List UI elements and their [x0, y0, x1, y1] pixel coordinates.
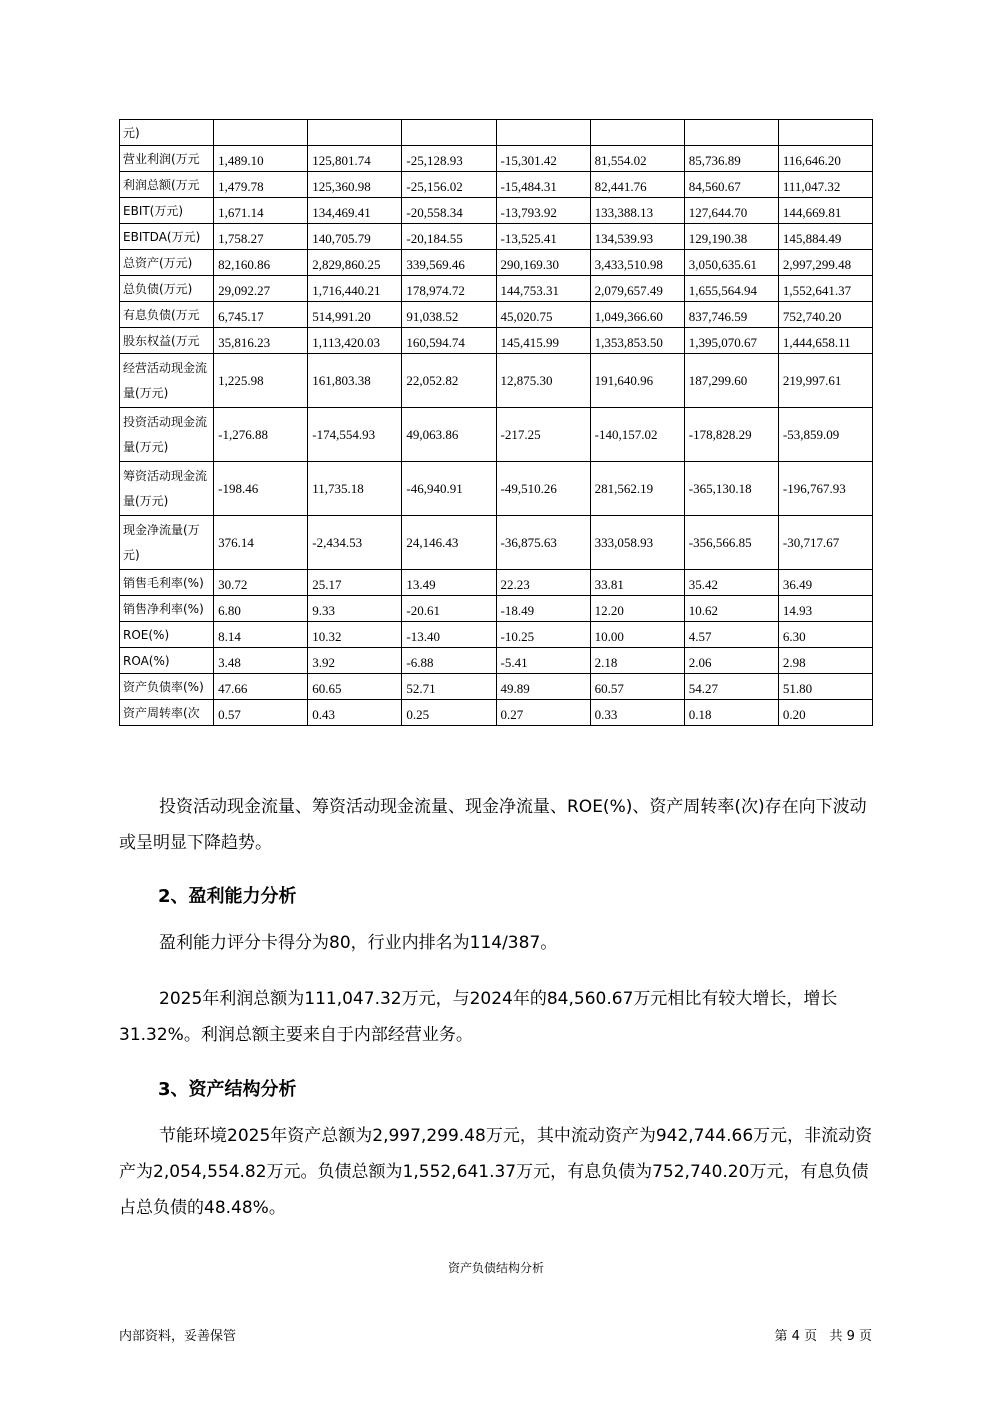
table-row	[120, 648, 873, 674]
table-cell: 3,050,635.61	[684, 250, 778, 276]
paragraph-asset: 节能环境2025年资产总额为2,997,299.48万元，其中流动资产为942,744.66万元，非流动资产为2,054,554.82万元。负债总额为1,552,641.37万元，有息负债为752,740.20万元，有息负债占总负债的48.48%。	[119, 1126, 873, 1218]
table-cell: 1,716,440.21	[308, 276, 402, 302]
table-cell: -20,558.34	[402, 198, 496, 224]
table-cell: 2,997,299.48	[778, 250, 872, 276]
table-cell: 9.33	[308, 596, 402, 622]
row-label: 经营活动现金流量(万元)	[120, 354, 214, 408]
table-cell: 339,569.46	[402, 250, 496, 276]
heading-asset-structure: 3、资产结构分析	[158, 1079, 297, 1100]
table-row	[120, 674, 873, 700]
table-cell: 49,063.86	[402, 408, 496, 462]
table-cell: 3.48	[214, 648, 308, 674]
table-cell: 82,160.86	[214, 250, 308, 276]
table-cell: 10.62	[684, 596, 778, 622]
table-cell: -13,793.92	[496, 198, 590, 224]
table-cell: 85,736.89	[684, 146, 778, 172]
table-cell: 25.17	[308, 570, 402, 596]
table-cell	[590, 120, 684, 146]
table-cell: 145,415.99	[496, 328, 590, 354]
table-cell: -25,128.93	[402, 146, 496, 172]
table-cell: 33.81	[590, 570, 684, 596]
table-cell: 91,038.52	[402, 302, 496, 328]
table-cell: 0.57	[214, 700, 308, 726]
financial-table	[119, 119, 873, 726]
table-cell: 45,020.75	[496, 302, 590, 328]
table-cell: -20.61	[402, 596, 496, 622]
table-cell: -15,484.31	[496, 172, 590, 198]
table-cell: -198.46	[214, 462, 308, 516]
table-cell: -13,525.41	[496, 224, 590, 250]
table-cell: 2.98	[778, 648, 872, 674]
table-cell: -30,717.67	[778, 516, 872, 570]
table-cell: 125,360.98	[308, 172, 402, 198]
table-cell: 144,753.31	[496, 276, 590, 302]
table-cell: -178,828.29	[684, 408, 778, 462]
table-cell: 35.42	[684, 570, 778, 596]
table-cell: 60.57	[590, 674, 684, 700]
table-row	[120, 120, 873, 146]
table-cell: 1,049,366.60	[590, 302, 684, 328]
table-row	[120, 700, 873, 726]
table-cell: 35,816.23	[214, 328, 308, 354]
row-label: EBITDA(万元)	[120, 224, 214, 250]
table-cell: -15,301.42	[496, 146, 590, 172]
table-cell: 145,884.49	[778, 224, 872, 250]
table-cell: -36,875.63	[496, 516, 590, 570]
table-cell	[402, 120, 496, 146]
table-cell: -1,276.88	[214, 408, 308, 462]
table-cell: 1,395,070.67	[684, 328, 778, 354]
table-cell: 0.33	[590, 700, 684, 726]
table-cell: 752,740.20	[778, 302, 872, 328]
row-label: 总负债(万元)	[120, 276, 214, 302]
table-cell: 8.14	[214, 622, 308, 648]
table-cell: -356,566.85	[684, 516, 778, 570]
table-cell: 333,058.93	[590, 516, 684, 570]
table-row	[120, 146, 873, 172]
table-cell: 290,169.30	[496, 250, 590, 276]
table-cell: -2,434.53	[308, 516, 402, 570]
table-cell	[778, 120, 872, 146]
table-cell: 13.49	[402, 570, 496, 596]
row-label: 营业利润(万元	[120, 146, 214, 172]
table-cell: 129,190.38	[684, 224, 778, 250]
table-cell: 1,225.98	[214, 354, 308, 408]
table-cell: -20,184.55	[402, 224, 496, 250]
table-cell: 1,353,853.50	[590, 328, 684, 354]
table-cell: -5.41	[496, 648, 590, 674]
row-label: 销售毛利率(%)	[120, 570, 214, 596]
table-cell: -140,157.02	[590, 408, 684, 462]
table-cell: 54.27	[684, 674, 778, 700]
table-cell: 11,735.18	[308, 462, 402, 516]
table-cell: 0.18	[684, 700, 778, 726]
row-label: 资产周转率(次	[120, 700, 214, 726]
table-cell: 10.32	[308, 622, 402, 648]
table-cell: 6,745.17	[214, 302, 308, 328]
table-row	[120, 596, 873, 622]
table-cell: 24,146.43	[402, 516, 496, 570]
table-cell: 0.27	[496, 700, 590, 726]
table-cell: 22,052.82	[402, 354, 496, 408]
table-cell: 47.66	[214, 674, 308, 700]
table-cell: 111,047.32	[778, 172, 872, 198]
row-label: 现金净流量(万元)	[120, 516, 214, 570]
row-label: ROA(%)	[120, 648, 214, 674]
row-label: 总资产(万元)	[120, 250, 214, 276]
table-row	[120, 328, 873, 354]
financial-table-body	[120, 120, 873, 726]
table-cell: 2,079,657.49	[590, 276, 684, 302]
paragraph-trend: 投资活动现金流量、筹资活动现金流量、现金净流量、ROE(%)、资产周转率(次)存在向下波动或呈明显下降趋势。	[119, 797, 867, 853]
table-row	[120, 276, 873, 302]
table-cell: 1,489.10	[214, 146, 308, 172]
table-cell: 160,594.74	[402, 328, 496, 354]
table-cell: 134,539.93	[590, 224, 684, 250]
table-cell: 187,299.60	[684, 354, 778, 408]
table-cell: 376.14	[214, 516, 308, 570]
table-cell: 134,469.41	[308, 198, 402, 224]
table-cell: 36.49	[778, 570, 872, 596]
table-cell: 81,554.02	[590, 146, 684, 172]
table-cell: 2.18	[590, 648, 684, 674]
table-cell: -53,859.09	[778, 408, 872, 462]
table-cell: 161,803.38	[308, 354, 402, 408]
table-cell: 219,997.61	[778, 354, 872, 408]
table-cell: 60.65	[308, 674, 402, 700]
footer-left: 内部资料，妥善保管	[119, 1329, 237, 1344]
table-cell: 1,655,564.94	[684, 276, 778, 302]
row-label: 利润总额(万元	[120, 172, 214, 198]
table-cell: 2,829,860.25	[308, 250, 402, 276]
table-cell: 1,758.27	[214, 224, 308, 250]
table-cell	[496, 120, 590, 146]
table-cell: -217.25	[496, 408, 590, 462]
table-cell: 6.80	[214, 596, 308, 622]
table-row	[120, 224, 873, 250]
row-label: 有息负债(万元	[120, 302, 214, 328]
heading-profit-analysis: 2、盈利能力分析	[158, 886, 297, 907]
row-label: 资产负债率(%)	[120, 674, 214, 700]
table-cell: 82,441.76	[590, 172, 684, 198]
table-cell: 514,991.20	[308, 302, 402, 328]
table-cell: 29,092.27	[214, 276, 308, 302]
table-cell: 52.71	[402, 674, 496, 700]
table-cell: 140,705.79	[308, 224, 402, 250]
table-cell	[684, 120, 778, 146]
table-row	[120, 302, 873, 328]
row-label: EBIT(万元)	[120, 198, 214, 224]
table-cell: 178,974.72	[402, 276, 496, 302]
table-row	[120, 354, 873, 408]
table-cell: 2.06	[684, 648, 778, 674]
row-label: 投资活动现金流量(万元)	[120, 408, 214, 462]
table-cell: 51.80	[778, 674, 872, 700]
table-cell: 0.43	[308, 700, 402, 726]
table-cell: 4.57	[684, 622, 778, 648]
table-cell: 3,433,510.98	[590, 250, 684, 276]
table-cell: 1,113,420.03	[308, 328, 402, 354]
footer-page-number: 第 4 页 共 9 页	[774, 1329, 872, 1344]
table-cell: 0.25	[402, 700, 496, 726]
table-cell: -46,940.91	[402, 462, 496, 516]
table-cell: 191,640.96	[590, 354, 684, 408]
table-cell: 12.20	[590, 596, 684, 622]
table-cell: 49.89	[496, 674, 590, 700]
table-row	[120, 198, 873, 224]
table-cell: -13.40	[402, 622, 496, 648]
table-row	[120, 408, 873, 462]
table-cell: 84,560.67	[684, 172, 778, 198]
table-cell: 116,646.20	[778, 146, 872, 172]
table-row	[120, 570, 873, 596]
table-cell: 22.23	[496, 570, 590, 596]
table-cell: 0.20	[778, 700, 872, 726]
table-row	[120, 172, 873, 198]
row-label: 元)	[120, 120, 214, 146]
table-cell: 127,644.70	[684, 198, 778, 224]
table-row	[120, 462, 873, 516]
table-cell: 1,479.78	[214, 172, 308, 198]
table-cell: -25,156.02	[402, 172, 496, 198]
table-cell: 3.92	[308, 648, 402, 674]
table-cell	[308, 120, 402, 146]
table-cell: 125,801.74	[308, 146, 402, 172]
row-label: 筹资活动现金流量(万元)	[120, 462, 214, 516]
table-cell: 6.30	[778, 622, 872, 648]
row-label: 销售净利率(%)	[120, 596, 214, 622]
row-label: 股东权益(万元	[120, 328, 214, 354]
table-cell: 1,671.14	[214, 198, 308, 224]
table-cell	[214, 120, 308, 146]
table-row	[120, 250, 873, 276]
table-cell: -196,767.93	[778, 462, 872, 516]
table-cell: -174,554.93	[308, 408, 402, 462]
paragraph-score: 盈利能力评分卡得分为80，行业内排名为114/387。	[159, 933, 558, 953]
table-cell: 281,562.19	[590, 462, 684, 516]
table-cell: 14.93	[778, 596, 872, 622]
table-cell: 133,388.13	[590, 198, 684, 224]
figure-caption: 资产负债结构分析	[447, 1261, 544, 1275]
table-cell: -6.88	[402, 648, 496, 674]
table-cell: 12,875.30	[496, 354, 590, 408]
table-cell: 1,552,641.37	[778, 276, 872, 302]
paragraph-profit: 2025年利润总额为111,047.32万元，与2024年的84,560.67万元相比有较大增长，增长31.32%。利润总额主要来自于内部经营业务。	[119, 989, 838, 1045]
table-cell: 10.00	[590, 622, 684, 648]
table-cell: 837,746.59	[684, 302, 778, 328]
table-cell: -49,510.26	[496, 462, 590, 516]
table-cell: 144,669.81	[778, 198, 872, 224]
row-label: ROE(%)	[120, 622, 214, 648]
table-row	[120, 516, 873, 570]
table-cell: -10.25	[496, 622, 590, 648]
table-row	[120, 622, 873, 648]
table-cell: 30.72	[214, 570, 308, 596]
table-cell: -18.49	[496, 596, 590, 622]
table-cell: 1,444,658.11	[778, 328, 872, 354]
table-cell: -365,130.18	[684, 462, 778, 516]
